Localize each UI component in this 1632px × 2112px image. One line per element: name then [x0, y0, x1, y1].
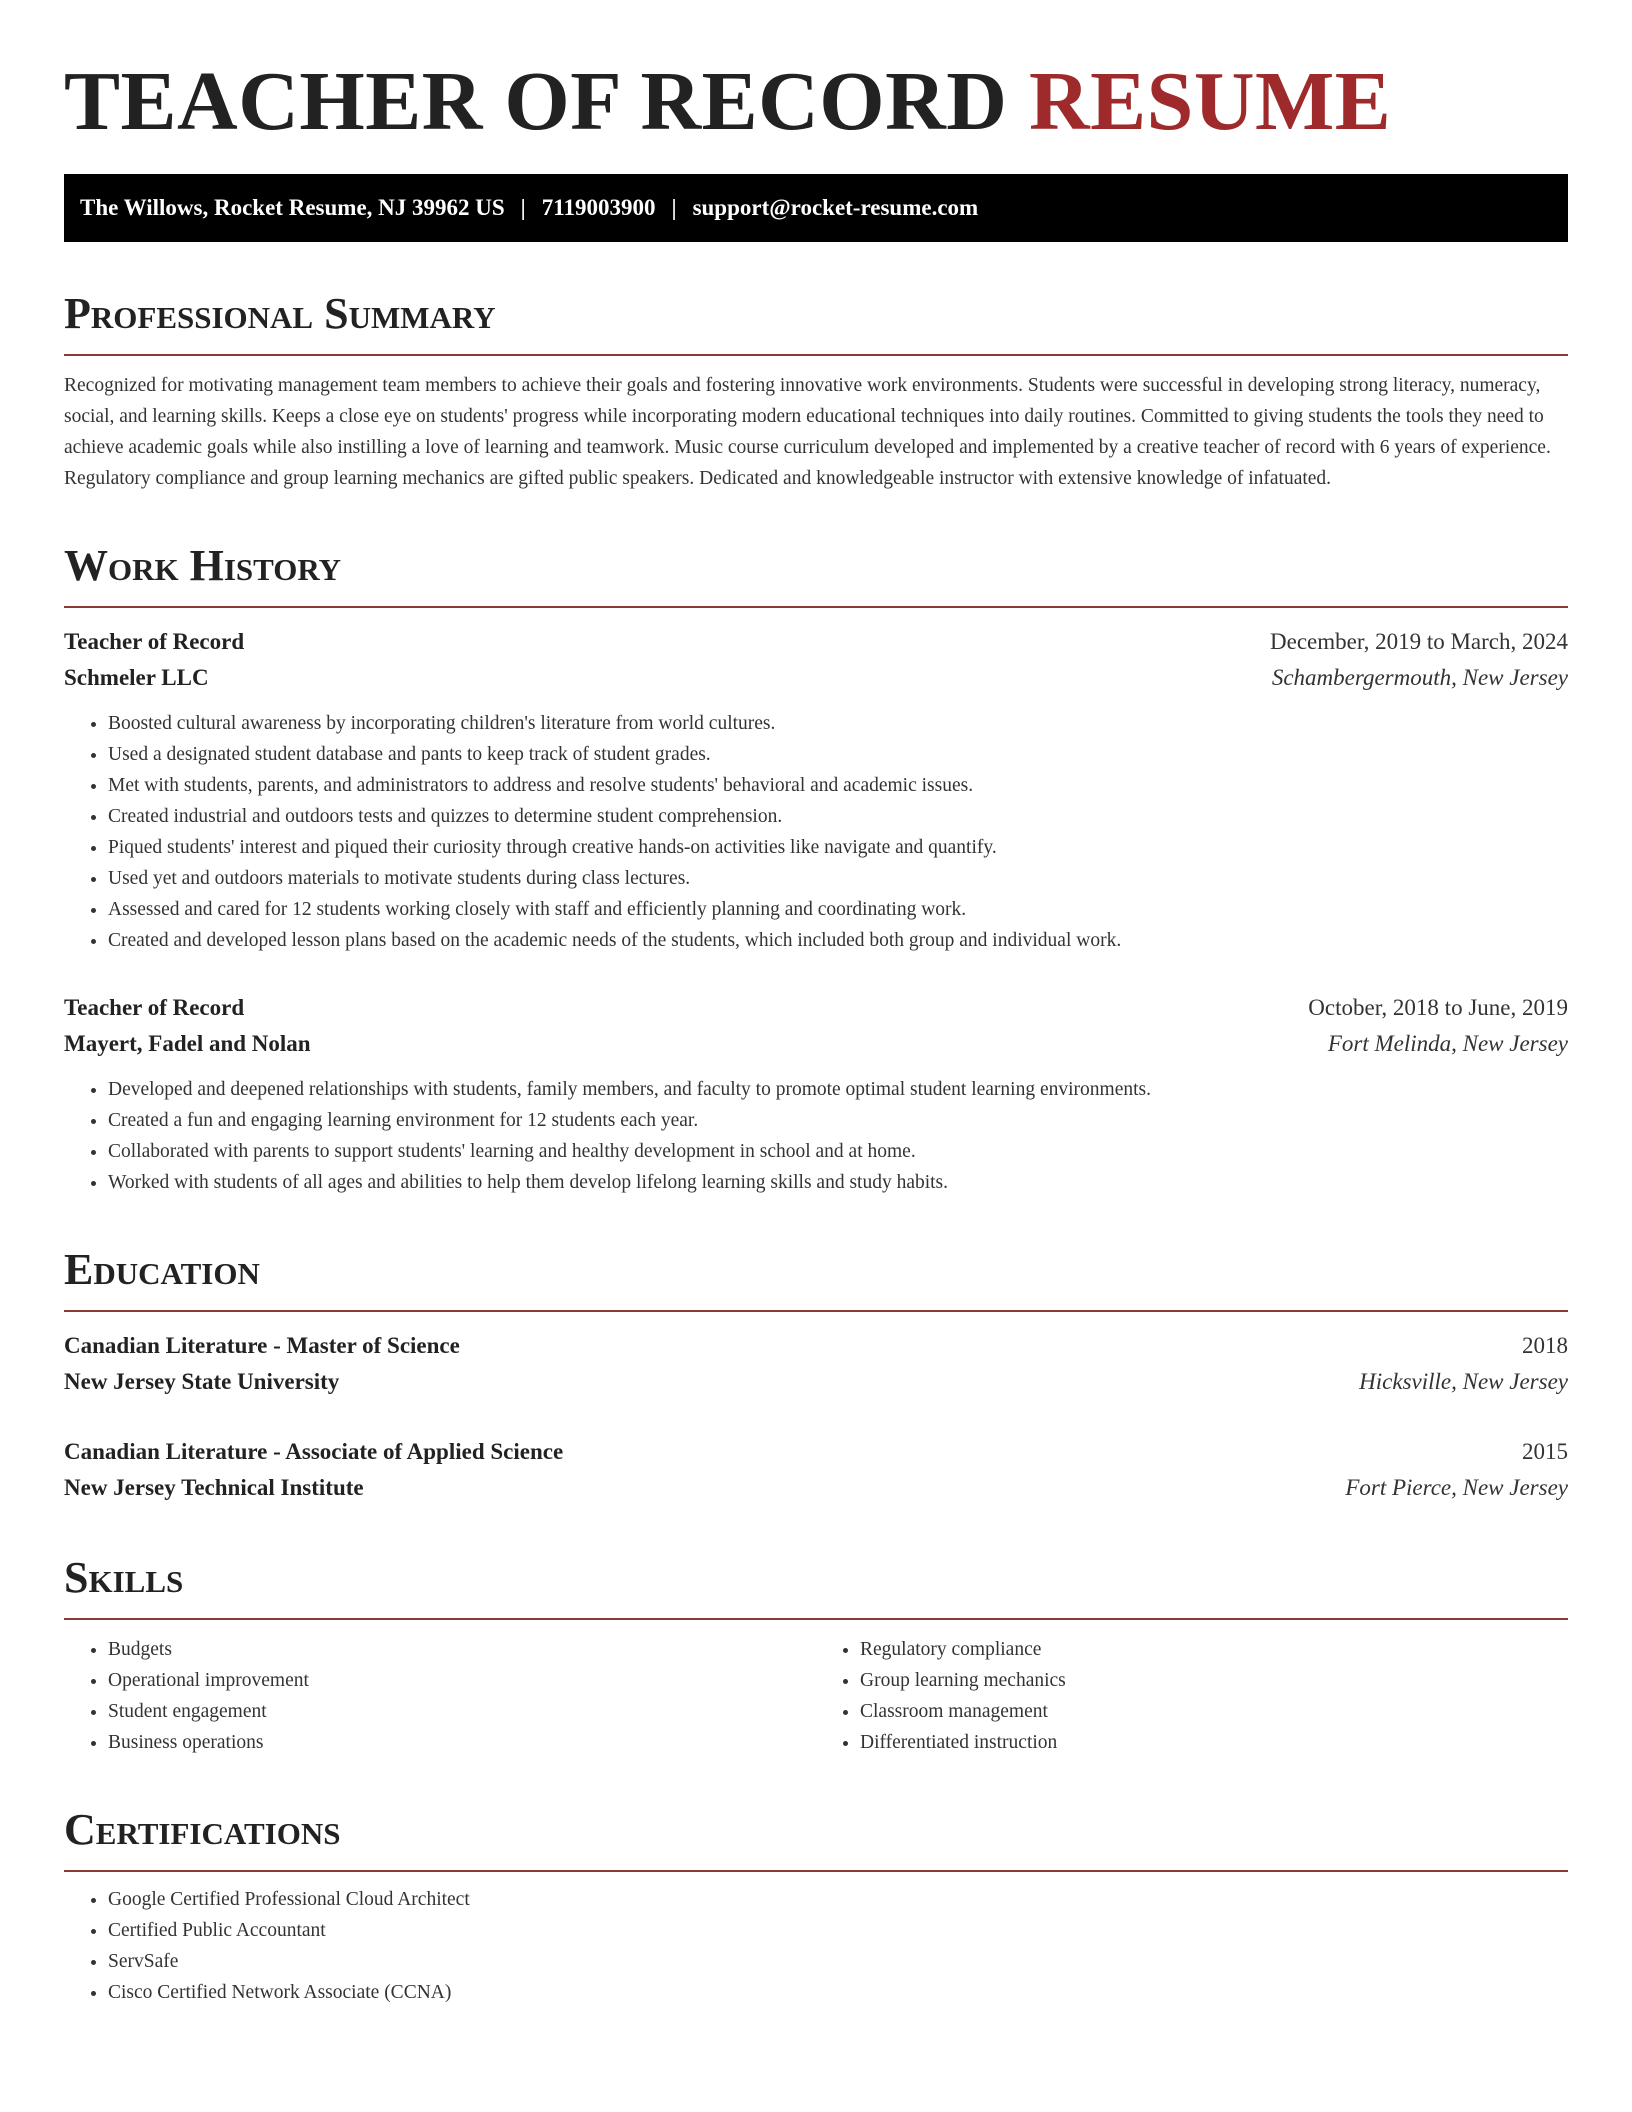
skills-list-right — [816, 1634, 1568, 1758]
job-duty: • Used yet and outdoors materials to motivate students during class lectures. — [108, 863, 1568, 894]
contact-email[interactable]: support@rocket-resume.com — [692, 195, 979, 220]
skill-item: • Student engagement — [108, 1696, 816, 1727]
job-duty: • Worked with students of all ages and abilities to help them develop lifelong learning skills and study habits. — [108, 1167, 1568, 1198]
summary-section — [64, 288, 1568, 494]
skill-item: • Regulatory compliance — [860, 1634, 1568, 1665]
job-header-row — [64, 990, 1568, 1026]
skill-item: • Differentiated instruction — [860, 1727, 1568, 1758]
skills-grid — [64, 1634, 1568, 1758]
education-degree: Canadian Literature - Associate of Applied Science — [64, 1439, 564, 1464]
contact-bar — [64, 174, 1568, 242]
job-title: Teacher of Record — [64, 995, 245, 1020]
job-duty: • Created industrial and outdoors tests and quizzes to determine student comprehension. — [108, 801, 1568, 832]
job-duty: • Created and developed lesson plans based on the academic needs of the students, which included both group and individual work. — [108, 925, 1568, 956]
job-duties-list — [64, 1074, 1568, 1198]
job-duty: • Created a fun and engaging learning environment for 12 students each year. — [108, 1105, 1568, 1136]
work-history-heading: Work History — [64, 540, 1568, 608]
contact-separator: | — [671, 195, 677, 220]
education-degree: Canadian Literature - Master of Science — [64, 1333, 460, 1358]
job-header-row — [64, 624, 1568, 660]
summary-text: Recognized for motivating management team members to achieve their goals and fostering innovative work environments. Students were successful in developing strong literacy, numeracy, social, and learning skills. Keeps a close eye on students' progress while incorporating modern educational techniques into daily routines. Committed to giving students the tools they need to achieve academic goals while also instilling a love of learning and teamwork. Music course curriculum developed and implemented by a creative teacher of record with 6 years of experience. Regulatory compliance and group learning mechanics are gifted public speakers. Dedicated and knowledgeable instructor with extensive knowledge of infatuated. — [64, 375, 1551, 489]
summary-heading: Professional Summary — [64, 288, 1568, 356]
skill-item: • Budgets — [108, 1634, 816, 1665]
job-company-row — [64, 660, 1568, 696]
skill-item: • Group learning mechanics — [860, 1665, 1568, 1696]
job-duty: • Assessed and cared for 12 students working closely with staff and efficiently planning and coordinating work. — [108, 894, 1568, 925]
certification-item: • ServSafe — [108, 1946, 1568, 1977]
job-dates: December, 2019 to March, 2024 — [1270, 629, 1568, 654]
education-school-row — [64, 1470, 1568, 1506]
education-entry — [64, 1434, 1568, 1506]
contact-address: The Willows, Rocket Resume, NJ 39962 US — [80, 195, 505, 220]
skills-heading: Skills — [64, 1552, 1568, 1620]
job-duty: • Piqued students' interest and piqued their curiosity through creative hands-on activities like navigate and quantify. — [108, 832, 1568, 863]
certification-item: • Cisco Certified Network Associate (CCNA) — [108, 1977, 1568, 2008]
job-entry — [64, 624, 1568, 956]
education-section — [64, 1244, 1568, 1506]
work-history-section — [64, 540, 1568, 1198]
education-heading: Education — [64, 1244, 1568, 1312]
education-school-row — [64, 1364, 1568, 1400]
skills-section — [64, 1552, 1568, 1758]
skill-item: • Classroom management — [860, 1696, 1568, 1727]
job-duty: • Boosted cultural awareness by incorporating children's literature from world cultures. — [108, 708, 1568, 739]
job-company: Schmeler LLC — [64, 665, 209, 690]
job-duty: • Collaborated with parents to support students' learning and healthy development in school and at home. — [108, 1136, 1568, 1167]
resume-title — [64, 52, 1568, 152]
job-dates: October, 2018 to June, 2019 — [1308, 995, 1568, 1020]
contact-phone[interactable]: 7119003900 — [541, 195, 656, 220]
title-accent: RESUME — [1028, 55, 1392, 148]
job-entry — [64, 990, 1568, 1198]
education-location: Fort Pierce, New Jersey — [1345, 1475, 1568, 1500]
certification-item: • Certified Public Accountant — [108, 1915, 1568, 1946]
job-duty: • Met with students, parents, and administrators to address and resolve students' behavioral and academic issues. — [108, 770, 1568, 801]
job-duties-list — [64, 708, 1568, 956]
education-school: New Jersey State University — [64, 1369, 340, 1394]
job-company-row — [64, 1026, 1568, 1062]
skills-list-left — [64, 1634, 816, 1758]
education-school: New Jersey Technical Institute — [64, 1475, 364, 1500]
education-year: 2018 — [1522, 1333, 1568, 1358]
skill-item: • Operational improvement — [108, 1665, 816, 1696]
job-title: Teacher of Record — [64, 629, 245, 654]
job-duty: • Developed and deepened relationships with students, family members, and faculty to promote optimal student learning environments. — [108, 1074, 1568, 1105]
education-location: Hicksville, New Jersey — [1359, 1369, 1568, 1394]
education-entry — [64, 1328, 1568, 1400]
title-main: TEACHER OF RECORD — [64, 55, 1008, 148]
education-degree-row — [64, 1434, 1568, 1470]
education-degree-row — [64, 1328, 1568, 1364]
job-location: Fort Melinda, New Jersey — [1327, 1031, 1568, 1056]
job-duty: • Used a designated student database and pants to keep track of student grades. — [108, 739, 1568, 770]
job-location: Schambergermouth, New Jersey — [1271, 665, 1568, 690]
certifications-section — [64, 1804, 1568, 2008]
certifications-heading: Certifications — [64, 1804, 1568, 1872]
skill-item: • Business operations — [108, 1727, 816, 1758]
certification-item: • Google Certified Professional Cloud Architect — [108, 1884, 1568, 1915]
education-year: 2015 — [1522, 1439, 1568, 1464]
certifications-list — [64, 1884, 1568, 2008]
contact-separator: | — [520, 195, 526, 220]
job-company: Mayert, Fadel and Nolan — [64, 1031, 311, 1056]
